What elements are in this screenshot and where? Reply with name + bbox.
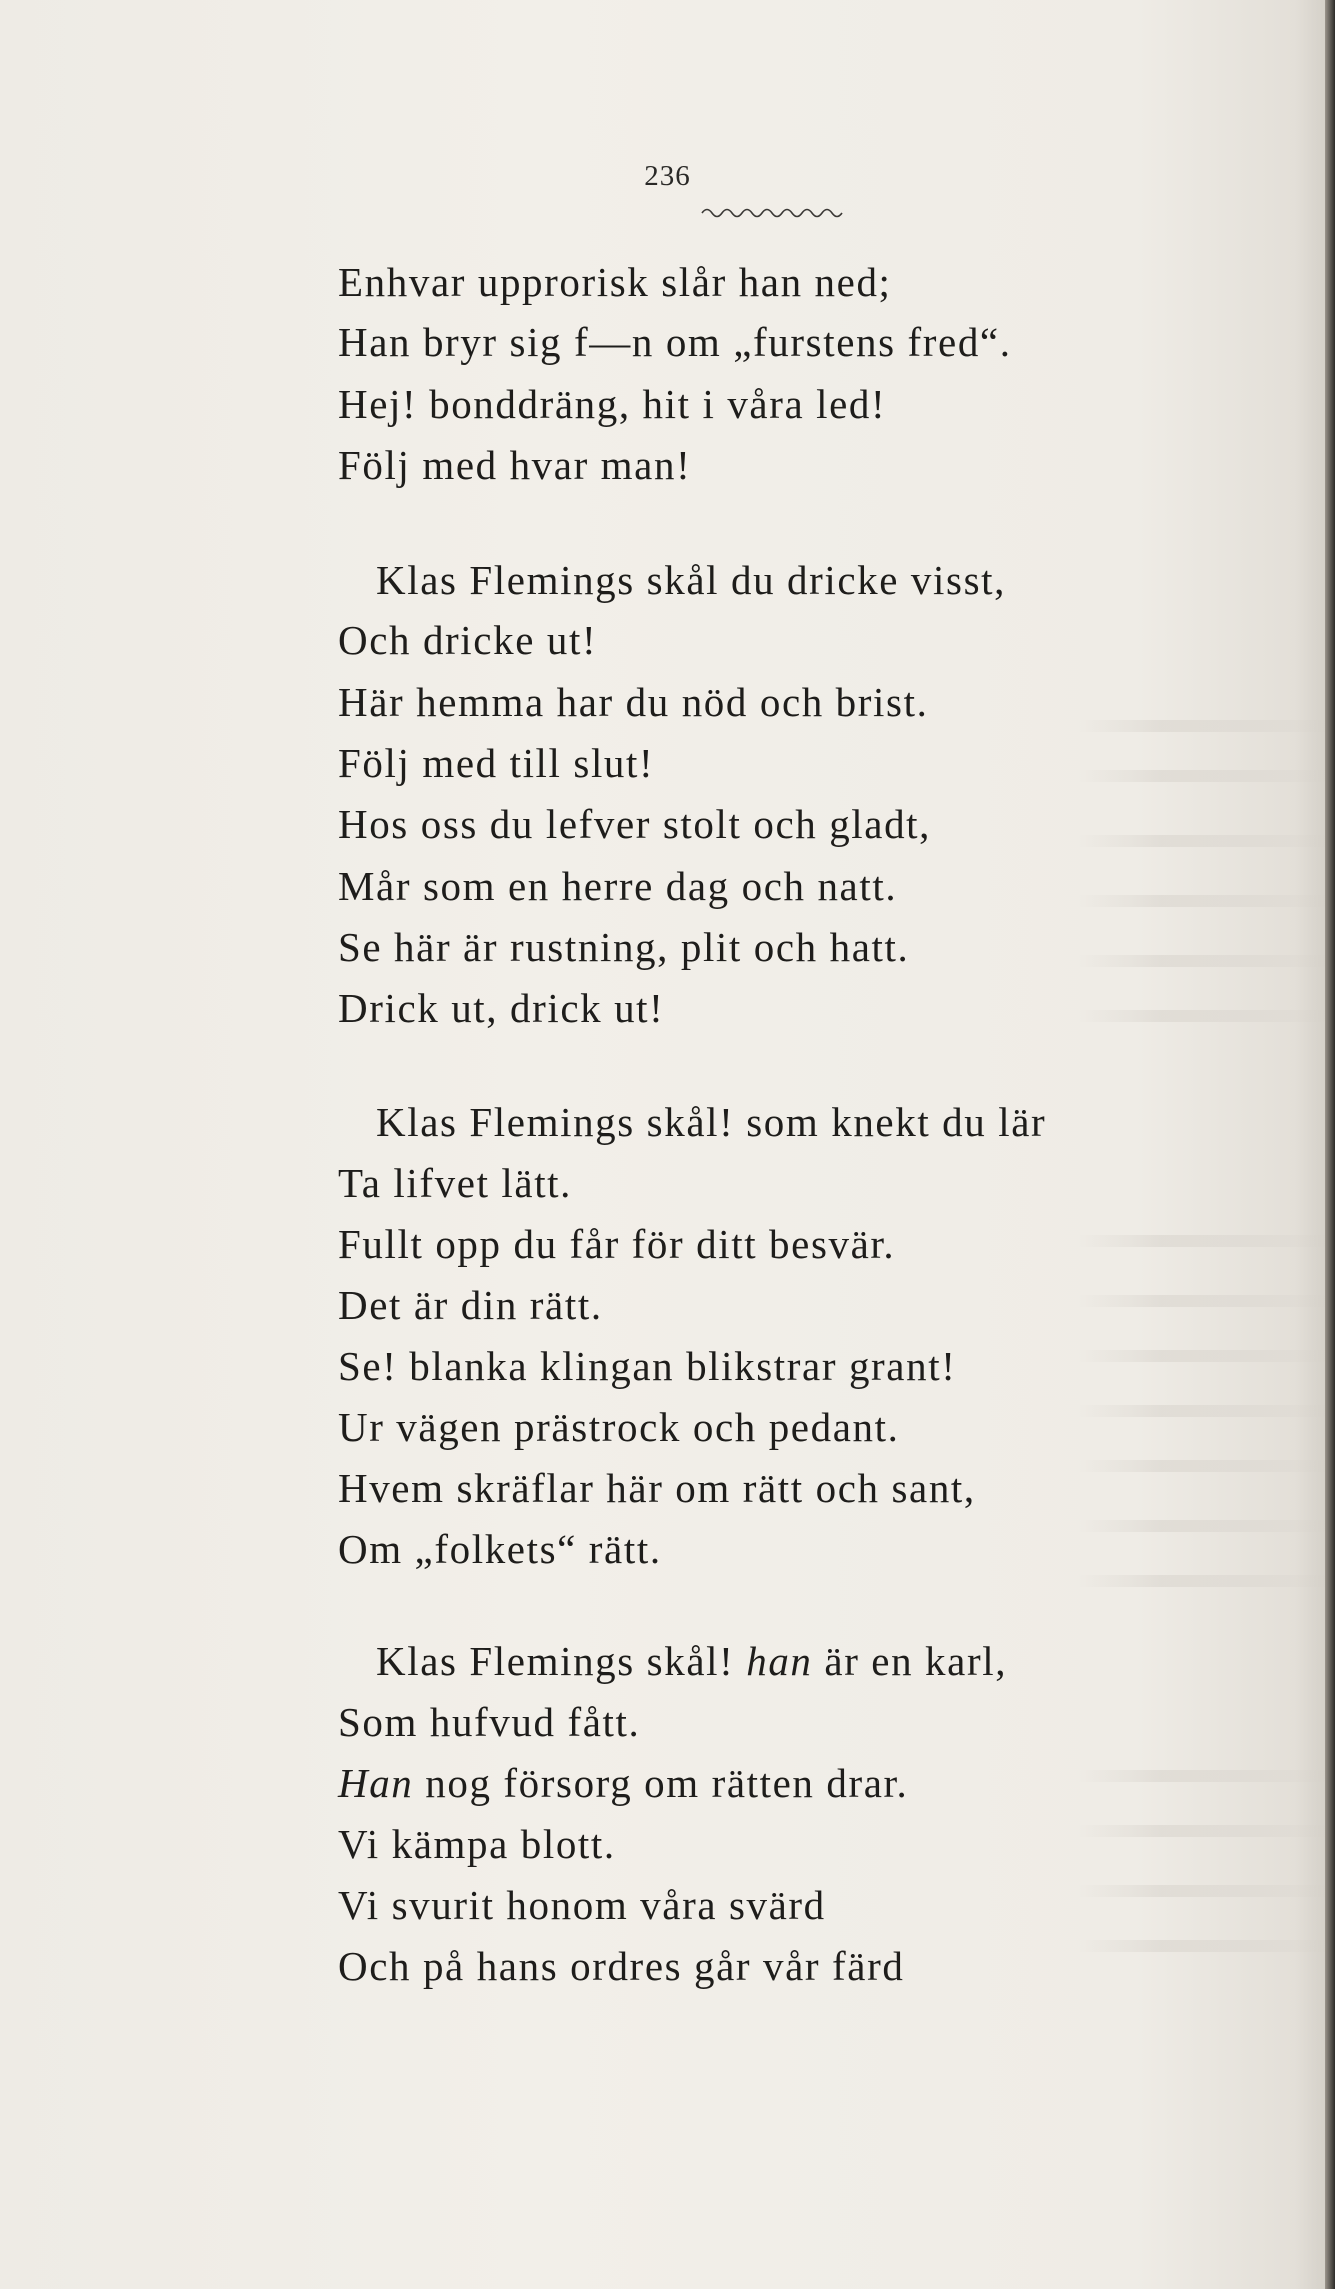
- verse-line: Klas Flemings skål du dricke visst,: [376, 557, 1006, 603]
- verse-line: Följ med hvar man!: [338, 442, 692, 488]
- verse-line: Vi svurit honom våra svärd: [338, 1882, 826, 1928]
- verse-line: Här hemma har du nöd och brist.: [338, 679, 929, 725]
- show-through-line: [1075, 770, 1330, 782]
- verse-line: Och dricke ut!: [338, 617, 598, 663]
- show-through-line: [1075, 1405, 1330, 1417]
- show-through-line: [1075, 1460, 1330, 1472]
- verse-line: Som hufvud fått.: [338, 1699, 641, 1745]
- verse-line: Ur vägen prästrock och pedant.: [338, 1404, 900, 1450]
- verse-line: Hej! bonddräng, hit i våra led!: [338, 381, 887, 427]
- verse-line: Han bryr sig f—n om „furstens fred“.: [338, 319, 1012, 365]
- verse-line: Och på hans ordres går vår färd: [338, 1943, 905, 1989]
- show-through-line: [1075, 1885, 1330, 1897]
- verse-line: Mår som en herre dag och natt.: [338, 863, 898, 909]
- verse-line: Se här är rustning, plit och hatt.: [338, 924, 910, 970]
- page-edge-shadow: [1325, 0, 1335, 2289]
- verse-line: Hos oss du lefver stolt och gladt,: [338, 801, 932, 847]
- verse-line: Fullt opp du får för ditt besvär.: [338, 1221, 896, 1267]
- show-through-line: [1075, 1010, 1330, 1022]
- emphasized-word: han: [746, 1638, 813, 1684]
- show-through-line: [1075, 1350, 1330, 1362]
- verse-line: Om „folkets“ rätt.: [338, 1526, 662, 1572]
- show-through-line: [1075, 955, 1330, 967]
- wavy-rule-ornament: [700, 204, 850, 218]
- show-through-line: [1075, 835, 1330, 847]
- page-number: 236: [644, 160, 691, 192]
- verse-line: Klas Flemings skål! han är en karl,: [376, 1638, 1008, 1684]
- verse-line: Han nog försorg om rätten drar.: [338, 1760, 909, 1806]
- verse-line: Det är din rätt.: [338, 1282, 603, 1328]
- verse-line: Ta lifvet lätt.: [338, 1160, 573, 1206]
- emphasized-word: Han: [338, 1760, 414, 1806]
- verse-line: Följ med till slut!: [338, 740, 655, 786]
- verse-line: Se! blanka klingan blikstrar grant!: [338, 1343, 957, 1389]
- show-through-line: [1075, 1770, 1330, 1782]
- verse-line: Hvem skräflar här om rätt och sant,: [338, 1465, 976, 1511]
- show-through-line: [1075, 1575, 1330, 1587]
- show-through-line: [1075, 1295, 1330, 1307]
- show-through-line: [1075, 895, 1330, 907]
- verse-line: Klas Flemings skål! som knekt du lär: [376, 1099, 1047, 1145]
- verse-line: Enhvar upprorisk slår han ned;: [338, 259, 892, 305]
- show-through-line: [1075, 1825, 1330, 1837]
- show-through-line: [1075, 1235, 1330, 1247]
- show-through-line: [1075, 1940, 1330, 1952]
- show-through-line: [1075, 1520, 1330, 1532]
- show-through-line: [1075, 720, 1330, 732]
- verse-line: Vi kämpa blott.: [338, 1821, 616, 1867]
- verse-line: Drick ut, drick ut!: [338, 985, 665, 1031]
